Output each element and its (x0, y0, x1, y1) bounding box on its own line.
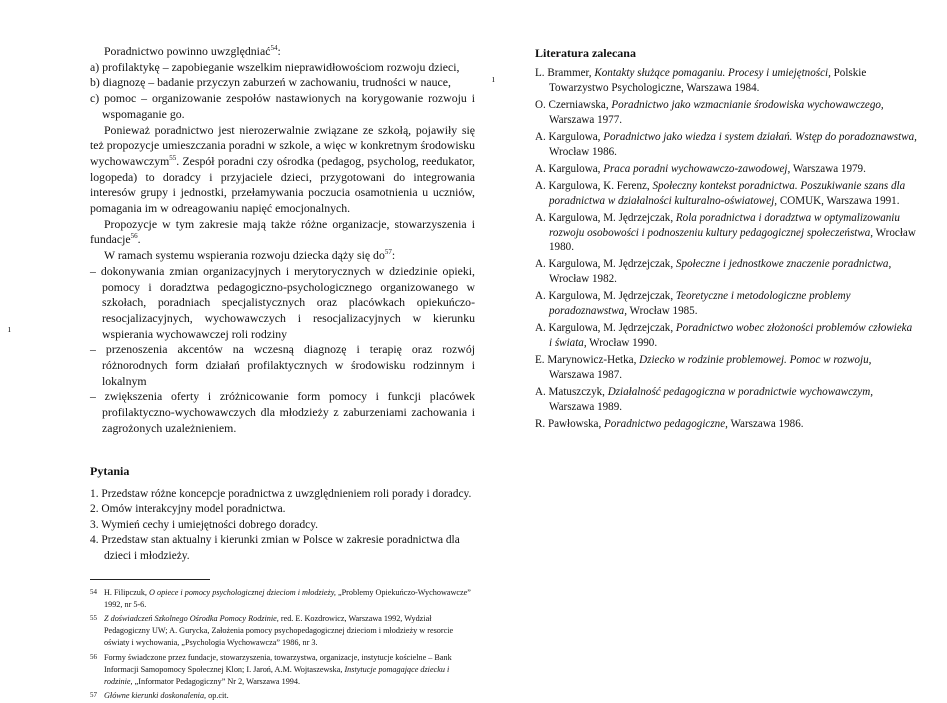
footnote-ref-55[interactable]: 55 (169, 154, 177, 162)
dash-item-1: – dokonywania zmian organizacyjnych i merytorycznych w dziedzinie opieki, pomocy i doradztwa pedagogiczno-psychologicznego organizowanego w szkołach, poradniach specjalistycznych oraz placówkach opiekuńczo-resocjalizacyjnych, wychowawczych i resocjalizacyjnych w kierunku wspierania wychowawczej roli rodziny (90, 263, 475, 341)
reference-item: R. Pawłowska, Poradnictwo pedagogiczne, Warszawa 1986. (535, 417, 804, 430)
reference-item: E. Marynowicz-Hetka, Dziecko w rodzinie problemowej. Pomoc w rozwoju, Warszawa 1987. (535, 354, 872, 381)
questions-list (90, 487, 475, 565)
paragraph-1: Ponieważ poradnictwo jest nierozerwalnie związane ze szkołą, pojawiły się też propozycje umieszczania poradni w szkole, a więc w konkretnym środowisku wychowawczym$^{55}$. Zespół poradni czy ośrodka (pedagog, psycholog, reedukator, logopeda) to doradcy i przyjaciele dzieci, przygotowani do integrowania interesów grupy i jednostki, przełamywania poczucia osamotnienia u uczniów, pomagania im w odreagowaniu napięć emocjonalnych. (90, 122, 475, 216)
footnotes (90, 586, 475, 703)
question-item: 1. Przedstaw różne koncepcje poradnictwa z uwzględnieniem roli porady i doradcy. (90, 487, 472, 500)
left-page (90, 44, 475, 703)
footnote-55: 55 Z doświadczeń Szkolnego Ośrodka Pomocy Rodzinie, red. E. Kozdrowicz, Warszawa 1992, Wydział Pedagogiczny UW; A. Gurycka, Założenia pomocy psychopedagogicznej dzieciom i młodzieży w resorcie oświaty i wychowania, „Psychologia Wychowawcza” 1986, nr 3. (90, 613, 454, 648)
reference-item: A. Kargulowa, K. Ferenz, Społeczny kontekst poradnictwa. Poszukiwanie szans dla poradnictwa w działalności kulturalno-oświatowej, COMUK, Warszawa 1991. (535, 179, 906, 207)
reference-item: A. Kargulowa, M. Jędrzejczak, Poradnictwo wobec złożoności problemów człowieka i świata, Wrocław 1990. (535, 322, 913, 349)
reference-item: A. Kargulowa, M. Jędrzejczak, Społeczne i jednostkowe znaczenie poradnictwa, Wrocław 1982. (535, 258, 892, 286)
reference-item: A. Kargulowa, Poradnictwo jako wiedza i system działań. Wstęp do poradoznawstwa, Wrocław 1986. (535, 130, 917, 158)
point-c: c) pomoc – organizowanie zespołów nastawionych na korygowanie rozwoju i wspomaganie go. (90, 91, 475, 121)
paragraph-3: W ramach systemu wspierania rozwoju dziecka dąży się $do^{57}$: (104, 248, 396, 263)
footnote-ref-54[interactable]: 54 (270, 44, 278, 53)
reference-item: A. Kargulowa, M. Jędrzejczak, Rola poradnictwa i doradztwa w optymalizowaniu rozwoju osobowości i podnoszeniu kultury pedagogicznej społeczeństwa, Wrocław 1980. (535, 211, 916, 254)
question-item: 2. Omów interakcyjny model poradnictwa. (90, 503, 286, 516)
intro-line: Poradnictwo powinno uwzględniać$^{54}$: (104, 44, 281, 58)
question-item: 3. Wymień cechy i umiejętności dobrego doradcy. (90, 518, 319, 531)
footnote-ref-56[interactable]: 56 (130, 232, 138, 241)
question-item: 4. Przedstaw stan aktualny i kierunki zmian w Polsce w zakresie poradnictwa dla dzieci i młodzieży. (90, 534, 460, 562)
right-page (535, 46, 917, 434)
footnote-ref-57[interactable]: 57 (384, 248, 392, 257)
margin-mark: ı (492, 74, 495, 85)
reference-item: A. Kargulowa, M. Jędrzejczak, Teoretyczne i metodologiczne problemy poradoznawstwa, Wrocław 1985. (535, 290, 851, 318)
dash-item-2: – przenoszenia akcentów na wczesną diagnozę i terapię oraz rozwój różnorodnych form działań profilaktycznych w środowisku rodzinnym i lokalnym (90, 342, 475, 388)
reference-item: A. Kargulowa, Praca poradni wychowawczo-zawodowej, Warszawa 1979. (535, 162, 866, 175)
questions-heading: Pytania (90, 463, 130, 478)
paragraph-2: Propozycje w tym zakresie mają także różne organizacje, stowarzyszenia i fundacje$^{56}$. (90, 216, 475, 247)
references-list (535, 66, 917, 432)
reference-item: O. Czerniawska, Poradnictwo jako wzmacnianie środowiska wychowawczego, Warszawa 1977. (535, 98, 884, 126)
margin-mark: ı (8, 324, 11, 335)
dash-item-3: – zwiększenia oferty i zróżnicowanie form pomocy i funkcji placówek profilaktyczno-wychowawczych dla młodzieży z zaburzeniami zachowania i zagrożonych uzależnieniem. (90, 389, 475, 435)
footnote-divider (90, 579, 210, 580)
footnote-56: 56 Formy świadczone przez fundacje, stowarzyszenia, towarzystwa, organizacje, instytucje kościelne – Bank Informacji Samopomocy Społecznej Klon; I. Jaroń, A.M. Wojtaszewska, Instytucje pomagające dziecku i rodzinie, „Informator Pedagogiczny” Nr 2, Warszawa 1994. (90, 652, 452, 686)
point-a: a) profilaktykę – zapobieganie wszelkim nieprawidłowościom rozwoju dzieci, (90, 59, 460, 74)
reference-item: L. Brammer, Kontakty służące pomaganiu. Procesy i umiejętności, Polskie Towarzystwo Psychologiczne, Warszawa 1984. (535, 67, 867, 94)
literature-heading: Literatura zalecana (535, 46, 636, 60)
reference-item: A. Matuszczyk, Działalność pedagogiczna w poradnictwie wychowawczym, Warszawa 1989. (535, 386, 874, 413)
point-b: b) diagnozę – badanie przyczyn zaburzeń w zachowaniu, trudności w nauce, (90, 75, 451, 90)
footnote-54: 54 H. Filipczuk, O opiece i pomocy psychologicznej dzieciom i młodzieży, „Problemy Opiekuńczo-Wychowawcze” 1992, nr 5-6. (90, 587, 471, 609)
footnote-57: 57 Główne kierunki doskonalenia, op.cit. (90, 691, 229, 701)
